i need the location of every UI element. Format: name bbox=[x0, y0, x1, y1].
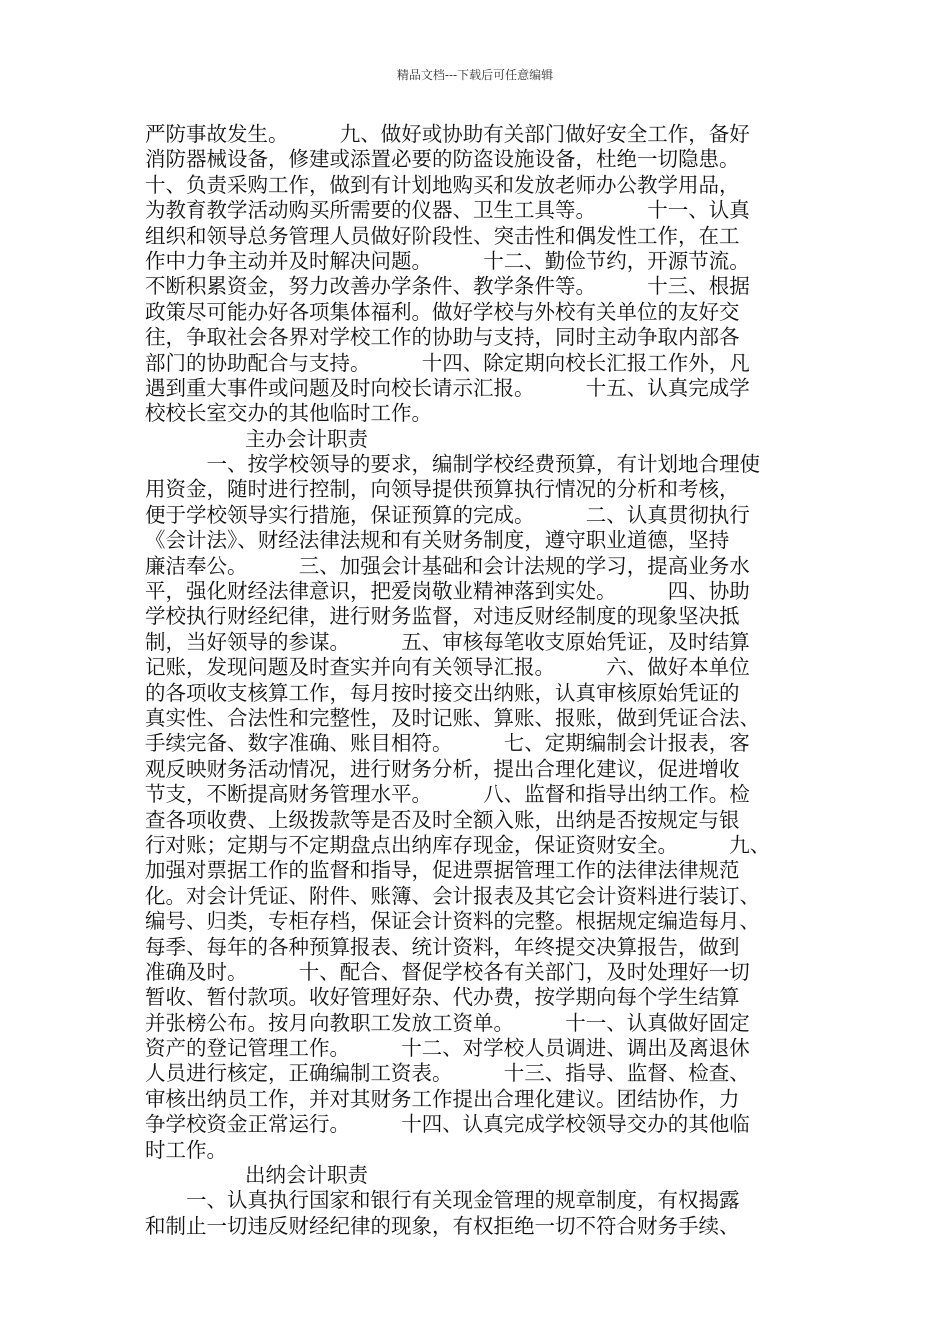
text-line: 并张榜公布。按月向教职工发放工资单。 十一、认真做好固定 bbox=[145, 1010, 750, 1035]
text-line: 消防器械设备，修建或添置必要的防盗设施设备，杜绝一切隐患。 bbox=[145, 147, 740, 172]
section-heading-chief-accountant: 主办会计职责 bbox=[245, 426, 368, 451]
page-header: 精品文档---下载后可任意编辑 bbox=[396, 68, 554, 82]
text-line: 查各项收费、上级拨款等是否及时全额入账，出纳是否按规定与银 bbox=[145, 807, 740, 832]
text-line: 组织和领导总务管理人员做好阶段性、突击性和偶发性工作，在工 bbox=[145, 223, 740, 248]
duties-section-general bbox=[145, 122, 825, 427]
text-line: 制，当好领导的参谋。 五、审核每笔收支原始凭证，及时结算 bbox=[145, 629, 750, 654]
text-line: 人员进行核定，正确编制工资表。 十三、指导、监督、检查、 bbox=[145, 1061, 750, 1086]
text-line: 记账，发现问题及时查实并向有关领导汇报。 六、做好本单位 bbox=[145, 655, 750, 680]
text-line: 平，强化财经法律意识，把爱岗敬业精神落到实处。 四、协助 bbox=[145, 579, 750, 604]
duties-section-cashier bbox=[145, 1188, 825, 1239]
text-line: 资产的登记管理工作。 十二、对学校人员调进、调出及离退休 bbox=[145, 1036, 750, 1061]
text-line: 手续完备、数字准确、账目相符。 七、定期编制会计报表，客 bbox=[145, 731, 750, 756]
text-line: 遇到重大事件或问题及时向校长请示汇报。 十五、认真完成学 bbox=[145, 375, 750, 400]
text-line: 校校长室交办的其他临时工作。 bbox=[145, 401, 432, 426]
text-line: 《会计法》、财经法律法规和有关财务制度，遵守职业道德，坚持 bbox=[145, 528, 730, 553]
text-line: 便于学校领导实行措施，保证预算的完成。 二、认真贯彻执行 bbox=[145, 502, 750, 527]
text-line: 政策尽可能办好各项集体福利。做好学校与外校有关单位的友好交 bbox=[145, 299, 740, 324]
text-line: 编号、归类，专柜存档，保证会计资料的完整。根据规定编造每月、 bbox=[145, 909, 760, 934]
duties-section-chief-accountant bbox=[145, 452, 825, 1163]
text-line: 不断积累资金，努力改善办学条件、教学条件等。 十三、根据 bbox=[145, 274, 750, 299]
text-line: 为教育教学活动购买所需要的仪器、卫生工具等。 十一、认真 bbox=[145, 198, 750, 223]
text-line: 往，争取社会各界对学校工作的协助与支持，同时主动争取内部各 bbox=[145, 325, 740, 350]
text-line: 的各项收支核算工作，每月按时接交出纳账，认真审核原始凭证的 bbox=[145, 680, 740, 705]
text-line: 严防事故发生。 九、做好或协助有关部门做好安全工作，备好 bbox=[145, 122, 750, 146]
text-line: 节支，不断提高财务管理水平。 八、监督和指导出纳工作。检 bbox=[145, 782, 750, 807]
text-line: 加强对票据工作的监督和指导，促进票据管理工作的法律法律规范 bbox=[145, 858, 740, 883]
text-line: 廉洁奉公。 三、加强会计基础和会计法规的学习，提高业务水 bbox=[145, 553, 750, 578]
text-line: 一、按学校领导的要求，编制学校经费预算，有计划地合理使 bbox=[145, 452, 760, 477]
text-line: 真实性、合法性和完整性，及时记账、算账、报账，做到凭证合法、 bbox=[145, 705, 760, 730]
text-line: 化。对会计凭证、附件、账簿、会计报表及其它会计资料进行装订、 bbox=[145, 883, 760, 908]
text-line: 行对账；定期与不定期盘点出纳库存现金，保证资财安全。 九、 bbox=[145, 832, 771, 857]
document-body bbox=[145, 122, 825, 1239]
text-line: 学校执行财经纪律，进行财务监督，对违反财经制度的现象坚决抵 bbox=[145, 604, 740, 629]
text-line: 和制止一切违反财经纪律的现象，有权拒绝一切不符合财务手续、 bbox=[145, 1213, 740, 1238]
text-line: 时工作。 bbox=[145, 1137, 227, 1162]
text-line: 观反映财务活动情况，进行财务分析，提出合理化建议，促进增收 bbox=[145, 756, 740, 781]
text-line: 部门的协助配合与支持。 十四、除定期向校长汇报工作外，凡 bbox=[145, 350, 750, 375]
text-line: 十、负责采购工作，做到有计划地购买和发放老师办公教学用品， bbox=[145, 172, 740, 197]
text-line: 每季、每年的各种预算报表、统计资料，年终提交决算报告，做到 bbox=[145, 934, 740, 959]
text-line: 审核出纳员工作，并对其财务工作提出合理化建议。团结协作，力 bbox=[145, 1086, 740, 1111]
text-line: 作中力争主动并及时解决问题。 十二、勤俭节约，开源节流。 bbox=[145, 248, 750, 273]
section-heading-cashier: 出纳会计职责 bbox=[245, 1163, 368, 1188]
text-line: 暂收、暂付款项。收好管理好杂、代办费，按学期向每个学生结算 bbox=[145, 985, 740, 1010]
text-line: 准确及时。 十、配合、督促学校各有关部门，及时处理好一切 bbox=[145, 959, 750, 984]
text-line: 一、认真执行国家和银行有关现金管理的规章制度，有权揭露 bbox=[145, 1188, 740, 1213]
text-line: 用资金，随时进行控制，向领导提供预算执行情况的分析和考核， bbox=[145, 477, 740, 502]
text-line: 争学校资金正常运行。 十四、认真完成学校领导交办的其他临 bbox=[145, 1112, 750, 1137]
